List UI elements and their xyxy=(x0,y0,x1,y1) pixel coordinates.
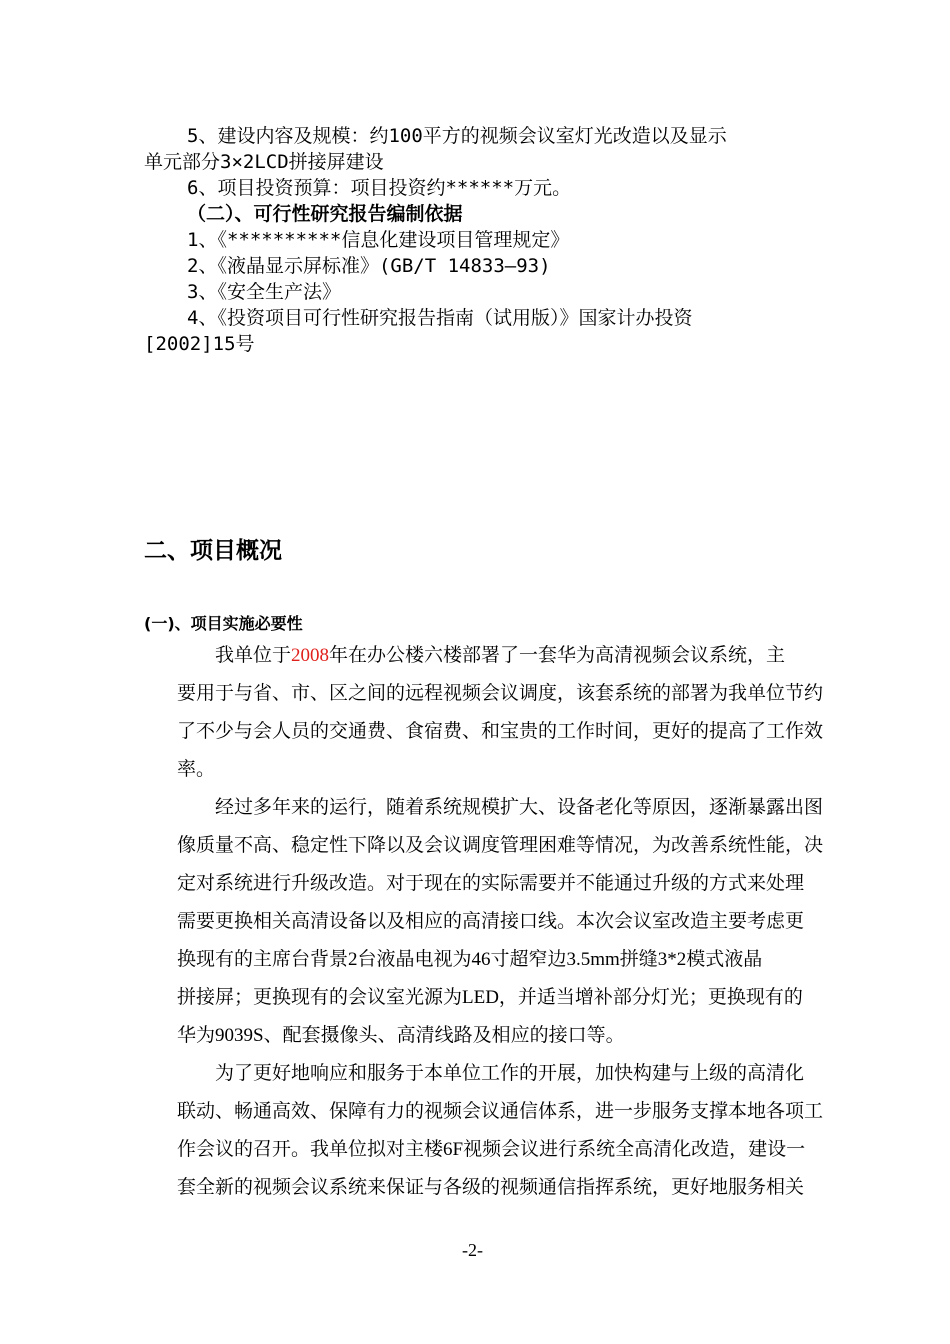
paragraph-3-line-4: 套全新的视频会议系统来保证与各级的视频通信指挥系统，更好地服务相关 xyxy=(177,1177,805,1198)
paragraph-2-line-1: 经过多年来的运行，随着系统规模扩大、设备老化等原因，逐渐暴露出图 xyxy=(215,797,824,818)
p1-rest: 年在办公楼六楼部署了一套华为高清视频会议系统，主 xyxy=(329,645,786,666)
basis-item-4-cont: [2002]15号 xyxy=(144,333,255,355)
basis-item-4: 4、《投资项目可行性研究报告指南（试用版）》国家计办投资 xyxy=(187,307,693,329)
basis-item-2: 2、《液晶显示屏标准》(GB/T 14833—93) xyxy=(187,255,551,277)
scope-line-1: 5、建设内容及规模：约100平方的视频会议室灯光改造以及显示 xyxy=(187,125,727,147)
basis-subheading: （二）、可行性研究报告编制依据 xyxy=(187,203,463,225)
paragraph-2-line-5: 换现有的主席台背景2台液晶电视为46寸超窄边3.5mm拼缝3*2模式液晶 xyxy=(177,949,763,970)
paragraph-2-line-6: 拼接屏；更换现有的会议室光源为LED，并适当增补部分灯光；更换现有的 xyxy=(177,987,803,1008)
p1-year: 2008 xyxy=(291,645,330,666)
paragraph-2-line-3: 定对系统进行升级改造。对于现在的实际需要并不能通过升级的方式来处理 xyxy=(177,873,805,894)
subsection-title: (一)、项目实施必要性 xyxy=(144,614,303,633)
paragraph-2-line-4: 需要更换相关高清设备以及相应的高清接口线。本次会议室改造主要考虑更 xyxy=(177,911,805,932)
paragraph-3-line-3: 作会议的召开。我单位拟对主楼6F视频会议进行系统全高清化改造，建设一 xyxy=(177,1139,806,1160)
budget-line: 6、项目投资预算：项目投资约******万元。 xyxy=(187,177,572,199)
paragraph-1-line-1 xyxy=(215,637,785,675)
p1-prefix: 我单位于 xyxy=(215,645,292,666)
paragraph-1-line-3: 了不少与会人员的交通费、食宿费、和宝贵的工作时间，更好的提高了工作效 xyxy=(177,721,824,742)
paragraph-2-line-7: 华为9039S、配套摄像头、高清线路及相应的接口等。 xyxy=(177,1025,625,1046)
basis-item-3: 3、《安全生产法》 xyxy=(187,281,341,303)
section-title: 二、项目概况 xyxy=(144,538,282,564)
paragraph-3-line-1: 为了更好地响应和服务于本单位工作的开展，加快构建与上级的高清化 xyxy=(215,1063,805,1084)
paragraph-3-line-2: 联动、畅通高效、保障有力的视频会议通信体系，进一步服务支撑本地各项工 xyxy=(177,1101,824,1122)
basis-item-1: 1、《**********信息化建设项目管理规定》 xyxy=(187,229,570,251)
paragraph-1-line-2: 要用于与省、市、区之间的远程视频会议调度，该套系统的部署为我单位节约 xyxy=(177,683,824,704)
scope-line-2: 单元部分3×2LCD拼接屏建设 xyxy=(144,151,384,173)
paragraph-2-line-2: 像质量不高、稳定性下降以及会议调度管理困难等情况，为改善系统性能，决 xyxy=(177,835,824,856)
paragraph-1-line-4: 率。 xyxy=(177,759,216,780)
page-number: -2- xyxy=(462,1240,483,1260)
